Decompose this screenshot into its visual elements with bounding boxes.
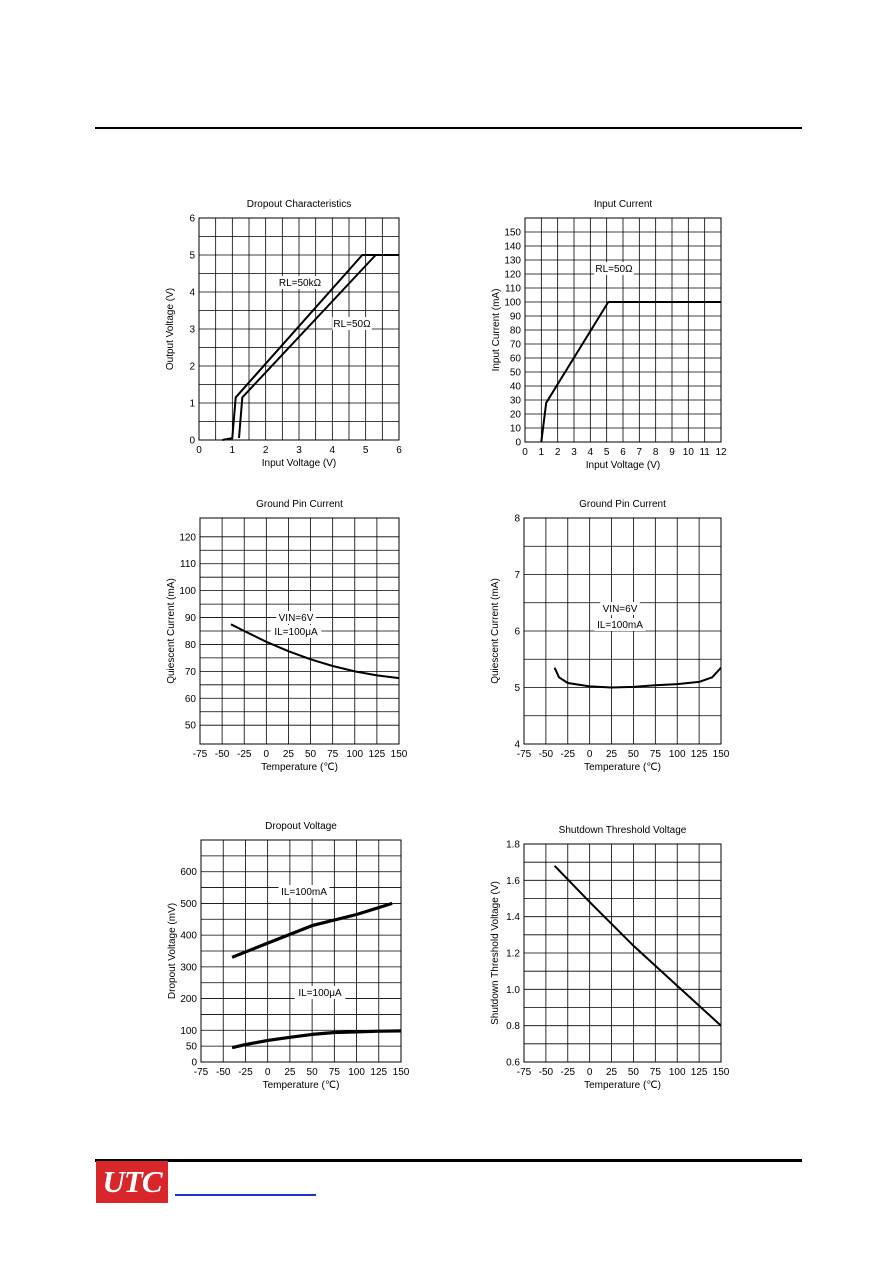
- x-axis-label: Temperature (℃): [584, 1080, 661, 1091]
- x-tick-label: -50: [538, 749, 554, 760]
- y-axis-label: Input Current (mA): [491, 288, 502, 372]
- x-tick-label: 0: [264, 1067, 271, 1078]
- x-tick-label: -50: [215, 1067, 231, 1078]
- chart-5: [167, 821, 410, 1091]
- y-tick-label: 200: [180, 994, 197, 1006]
- y-tick-label: 0: [515, 437, 521, 449]
- x-tick-label: -75: [193, 1067, 209, 1078]
- x-tick-label: 150: [392, 1067, 410, 1078]
- y-tick-label: 6: [189, 213, 195, 225]
- annotation-label: RL=50kΩ: [278, 278, 322, 289]
- x-tick-label: 5: [603, 447, 610, 458]
- y-tick-label: 80: [184, 639, 196, 651]
- x-axis-label: Temperature (℃): [261, 762, 338, 773]
- chart-title: Input Current: [593, 199, 653, 210]
- x-tick-label: -25: [238, 1067, 253, 1078]
- y-tick-label: 6: [514, 626, 520, 638]
- x-tick-label: 2: [262, 445, 269, 456]
- x-tick-label: 0: [586, 1067, 593, 1078]
- y-tick-label: 100: [180, 1025, 197, 1037]
- chart-title: Shutdown Threshold Voltage: [558, 825, 687, 836]
- chart-title: Dropout Voltage: [265, 821, 337, 832]
- y-tick-label: 100: [504, 297, 521, 309]
- x-tick-label: 75: [649, 749, 661, 760]
- x-tick-label: -25: [560, 1067, 576, 1078]
- x-tick-label: 10: [682, 447, 694, 458]
- x-tick-label: 2: [554, 447, 561, 458]
- x-tick-label: 8: [652, 447, 659, 458]
- x-tick-label: -25: [560, 749, 576, 760]
- y-tick-label: 4: [189, 287, 195, 299]
- website-link[interactable]: [175, 1194, 316, 1196]
- chart-3: [166, 499, 408, 773]
- x-tick-label: -75: [516, 749, 532, 760]
- y-tick-label: 70: [184, 666, 196, 678]
- y-tick-label: 20: [509, 409, 521, 421]
- y-tick-label: 50: [509, 367, 521, 379]
- series-line: [555, 866, 721, 1026]
- x-axis-label: Temperature (℃): [262, 1080, 340, 1091]
- y-tick-label: 600: [180, 867, 197, 879]
- y-tick-label: 100: [179, 586, 196, 598]
- x-tick-label: 125: [370, 1067, 388, 1078]
- series-line: [555, 668, 721, 688]
- x-axis-label: Input Voltage (V): [585, 460, 661, 471]
- chart-title: Ground Pin Current: [579, 499, 666, 510]
- y-axis-label: Dropout Voltage (mV): [167, 902, 178, 1000]
- y-tick-label: 1.8: [506, 839, 520, 851]
- x-tick-label: 150: [712, 749, 730, 760]
- y-tick-label: 120: [504, 269, 521, 281]
- utc-logo: [96, 1161, 168, 1203]
- y-tick-label: 300: [180, 962, 197, 974]
- x-tick-label: 150: [712, 1067, 730, 1078]
- logo-text: UTC: [102, 1164, 162, 1199]
- y-axis-label: Quiescent Current (mA): [166, 578, 177, 684]
- x-tick-label: 0: [263, 749, 270, 760]
- y-tick-label: 60: [184, 693, 196, 705]
- y-tick-label: 0: [189, 435, 195, 447]
- x-tick-label: -25: [236, 749, 252, 760]
- y-tick-label: 50: [184, 720, 196, 732]
- y-tick-label: 1: [189, 398, 195, 410]
- x-tick-label: 150: [390, 749, 408, 760]
- y-tick-label: 1.2: [506, 948, 520, 960]
- x-tick-label: 25: [282, 749, 295, 760]
- y-axis-label: Output Voltage (V): [165, 287, 176, 371]
- y-tick-label: 1.0: [506, 984, 520, 996]
- x-tick-label: -75: [516, 1067, 532, 1078]
- x-tick-label: 50: [627, 1067, 640, 1078]
- y-tick-label: 140: [504, 241, 521, 253]
- x-tick-label: 100: [348, 1067, 365, 1078]
- x-tick-label: 12: [715, 447, 727, 458]
- annotation-label: RL=50Ω: [333, 319, 371, 330]
- series-line: [232, 1031, 401, 1048]
- x-tick-label: 50: [627, 749, 640, 760]
- y-tick-label: 150: [504, 227, 521, 239]
- chart-6: [490, 825, 730, 1091]
- chart-2: [491, 199, 727, 471]
- y-tick-label: 2: [189, 361, 195, 373]
- x-tick-label: 25: [605, 749, 618, 760]
- x-tick-label: 100: [346, 749, 364, 760]
- y-tick-label: 4: [514, 739, 520, 751]
- y-tick-label: 80: [509, 325, 521, 337]
- x-tick-label: 9: [669, 447, 675, 458]
- x-tick-label: 50: [306, 1067, 318, 1078]
- y-tick-label: 7: [514, 570, 520, 581]
- x-tick-label: 125: [368, 749, 386, 760]
- x-axis-label: Input Voltage (V): [261, 458, 337, 469]
- y-tick-label: 5: [514, 683, 520, 694]
- x-tick-label: 0: [586, 749, 593, 760]
- chart-title: Dropout Characteristics: [246, 199, 352, 210]
- y-tick-label: 40: [509, 381, 521, 393]
- y-tick-label: 500: [180, 898, 197, 910]
- y-tick-label: 3: [189, 324, 195, 336]
- y-tick-label: 50: [185, 1041, 197, 1053]
- x-tick-label: 25: [284, 1067, 296, 1078]
- y-tick-label: 90: [509, 311, 521, 323]
- x-tick-label: -50: [538, 1067, 554, 1078]
- x-tick-label: 75: [328, 1067, 340, 1078]
- y-tick-label: 120: [179, 532, 196, 544]
- y-tick-label: 90: [184, 613, 196, 625]
- y-tick-label: 1.6: [506, 875, 520, 887]
- y-tick-label: 5: [189, 250, 195, 262]
- x-tick-label: 75: [327, 749, 339, 760]
- x-tick-label: 3: [571, 447, 577, 458]
- x-tick-label: 5: [362, 445, 369, 456]
- x-tick-label: 125: [690, 1067, 708, 1078]
- x-tick-label: 125: [690, 749, 708, 760]
- y-axis-label: Shutdown Threshold Voltage (V): [490, 881, 501, 1025]
- x-tick-label: 6: [620, 447, 626, 458]
- y-tick-label: 0.6: [506, 1057, 520, 1069]
- y-tick-label: 1.4: [506, 912, 520, 924]
- y-tick-label: 70: [509, 339, 521, 351]
- annotation-label: VIN=6V: [278, 613, 314, 624]
- x-tick-label: 0: [196, 445, 202, 456]
- x-tick-label: 100: [668, 1067, 686, 1078]
- chart-title: Ground Pin Current: [256, 499, 343, 510]
- chart-4: [490, 499, 730, 773]
- y-tick-label: 0.8: [506, 1021, 520, 1033]
- x-tick-label: 6: [396, 445, 402, 456]
- x-tick-label: 3: [296, 445, 302, 456]
- y-tick-label: 8: [514, 513, 520, 525]
- x-tick-label: 4: [587, 447, 594, 458]
- y-tick-label: 130: [504, 255, 521, 267]
- x-tick-label: 4: [329, 445, 336, 456]
- annotation-label: IL=100μA: [298, 988, 342, 999]
- x-tick-label: 50: [304, 749, 317, 760]
- x-tick-label: 11: [699, 447, 710, 458]
- chart-1: [165, 199, 402, 469]
- y-axis-label: Quiescent Current (mA): [490, 578, 501, 684]
- x-tick-label: 0: [522, 447, 528, 458]
- x-tick-label: 75: [649, 1067, 661, 1078]
- y-tick-label: 110: [505, 283, 521, 295]
- x-axis-label: Temperature (℃): [584, 762, 661, 773]
- annotation-label: RL=50Ω: [595, 264, 633, 275]
- annotation-label: IL=100μA: [274, 627, 318, 638]
- annotation-label: VIN=6V: [602, 604, 638, 615]
- y-tick-label: 10: [509, 423, 521, 435]
- y-tick-label: 0: [191, 1057, 197, 1069]
- y-tick-label: 110: [180, 559, 196, 571]
- x-tick-label: 25: [605, 1067, 618, 1078]
- x-tick-label: 7: [636, 447, 643, 458]
- y-tick-label: 60: [509, 353, 521, 365]
- y-tick-label: 400: [180, 930, 197, 942]
- annotation-label: IL=100mA: [281, 887, 327, 898]
- x-tick-label: 100: [668, 749, 686, 760]
- x-tick-label: -75: [192, 749, 208, 760]
- x-tick-label: 1: [229, 445, 236, 456]
- x-tick-label: -50: [214, 749, 230, 760]
- annotation-label: IL=100mA: [597, 620, 643, 631]
- x-tick-label: 1: [538, 447, 545, 458]
- y-tick-label: 30: [509, 395, 521, 407]
